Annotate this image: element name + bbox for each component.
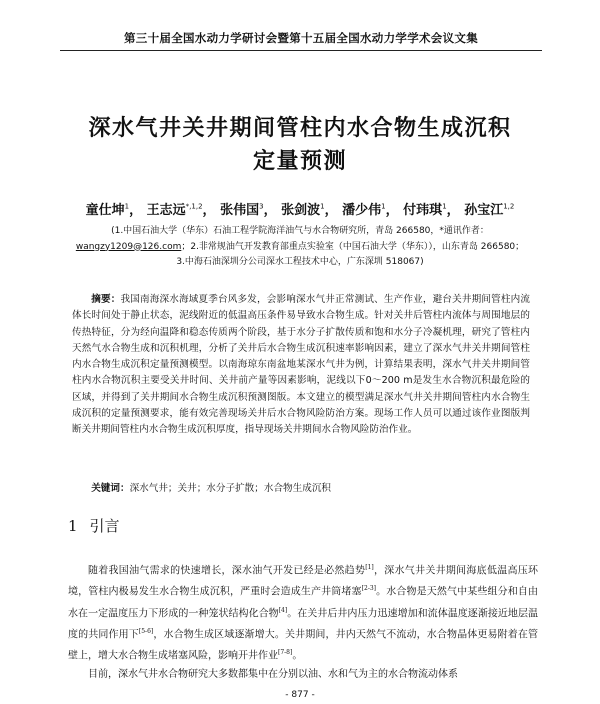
author: 童仕坤 — [85, 203, 125, 218]
section-number: 1 — [68, 517, 78, 535]
author-email-link[interactable]: wangzy1209@126.com — [75, 241, 182, 252]
affiliation-line-1: (1.中国石油大学（华东）石油工程学院海洋油气与水合物研究所，青岛 266580，*通讯作者： — [111, 226, 489, 236]
abstract-text: 我国南海深水海域夏季台风多发，会影响深水气井正常测试、生产作业，避台关井期间管柱内流体长时间处于静止状态，泥线附近的低温高压条件易导致水合物生成。针对关井后管柱内流体与周围地层的传热特征，分为经向温降和稳态传质两个阶段，基于水分子扩散传质和饱和水分子冷凝机理，研究了管柱内天然气水合物生成和沉积机理，分析了关井后水合物生成沉积速率影响因素，建立了深水气井关井期间管柱内水合物生成沉积定量预测模型。以南海琼东南盆地某深水气井为例，计算结果表明，深水气井关井期间管柱内水合物沉积主要受关井时间、关井前产量等因素影响，泥线以下0～200 m是发生水合物沉积最危险的区域，并得到了关井期间水合物生成沉积预测图版。本文建立的模型满足深水气井关井期间管柱内水合物生成沉积的定量预测要求，能有效完善现场关井后水合物风险防治方案。现场工作人员可以通过该作业图版判断关井期间管柱内水合物生成沉积厚度，指导现场关井期间水合物风险防治作业。 — [72, 294, 530, 436]
keywords — [72, 480, 530, 494]
affiliation-line-2 — [60, 240, 540, 256]
title-line-2: 定量预测 — [252, 149, 347, 174]
body-text-run: ，深水气井关井期间海底低温高压环境，管柱内极易发生水合物生成沉积，严重时会造成生产井筒堵塞 — [68, 565, 539, 598]
citation: [4] — [278, 606, 288, 614]
body-paragraph-2: 目前，深水气井水合物研究大多数都集中在分别以油、水和气为主的水合物流动体系 — [88, 668, 458, 680]
author: 王志远 — [146, 203, 186, 218]
affiliations — [60, 224, 540, 271]
author: 张剑波 — [281, 203, 321, 218]
author-list — [60, 199, 540, 218]
author-affil-mark: 1,2 — [503, 202, 515, 211]
section-title: 引言 — [89, 517, 120, 535]
affiliation-line-3: 3.中海石油深圳分公司深水工程技术中心，广东深圳 518067) — [176, 257, 424, 267]
author: 张伟国 — [220, 203, 260, 218]
body-text-run: 。水合物是天然气中某些组分和自由水在一定温度压力下形成的一种笼状结构化合物 — [68, 586, 539, 619]
author-affil-mark: 1 — [320, 202, 325, 211]
author: 潘少伟 — [342, 203, 382, 218]
keywords-label: 关键词： — [91, 483, 130, 494]
abstract-label: 摘要： — [91, 294, 121, 305]
author-affil-mark: 1 — [124, 202, 130, 211]
abstract — [72, 292, 530, 439]
body-paragraph-1 — [68, 559, 538, 666]
paper-title — [60, 112, 540, 178]
keywords-text: 深水气井；关井；水分子扩散；水合物生成沉积 — [129, 483, 332, 494]
body-text-run: ，水合物生成区域逐渐增大。关井期间，井内天然气不流动，水合物晶体更易附着在管壁上，增大水合物生成堵塞风险，影响开井作业 — [68, 629, 539, 662]
section-heading — [68, 515, 120, 536]
author: 付玮琪 — [403, 203, 443, 218]
body-text-run: 。在关井后井内压力迅速增加和流体温度逐渐接近地层温度的共同作用下 — [68, 607, 539, 641]
author-affil-mark: 1 — [381, 202, 386, 211]
citation: [7-8] — [278, 649, 293, 657]
author-separator: ， — [129, 203, 143, 218]
author-separator: ， — [263, 203, 277, 218]
running-header: 第三十届全国水动力学研讨会暨第十五届全国水动力学学术会议文集 — [124, 31, 478, 45]
affiliation-line-2-text: ；2.非常规油气开发教育部重点实验室（中国石油大学（华东）），山东青岛 266580； — [181, 241, 525, 252]
body-text-run: 。 — [292, 650, 303, 662]
author-separator: ， — [324, 203, 338, 218]
page-number: - 877 - — [285, 690, 315, 700]
citation: [2-3] — [361, 585, 376, 593]
citation: [1] — [365, 564, 374, 571]
header-rule — [60, 50, 542, 51]
body-text-run: 随着我国油气需求的快速增长，深水油气开发已经是必然趋势 — [88, 565, 366, 577]
author-affil-mark: 3 — [259, 202, 264, 211]
author-affil-mark: *,1,2 — [185, 202, 203, 211]
author-separator: ， — [202, 203, 216, 218]
citation: [5-6] — [138, 627, 154, 635]
title-line-1: 深水气井关井期间管柱内水合物生成沉积 — [88, 116, 512, 141]
author-separator: ， — [385, 203, 399, 218]
author-separator: ， — [446, 203, 460, 218]
author-affil-mark: 1 — [442, 202, 447, 211]
body-text — [68, 559, 538, 684]
author: 孙宝江 — [464, 203, 504, 218]
